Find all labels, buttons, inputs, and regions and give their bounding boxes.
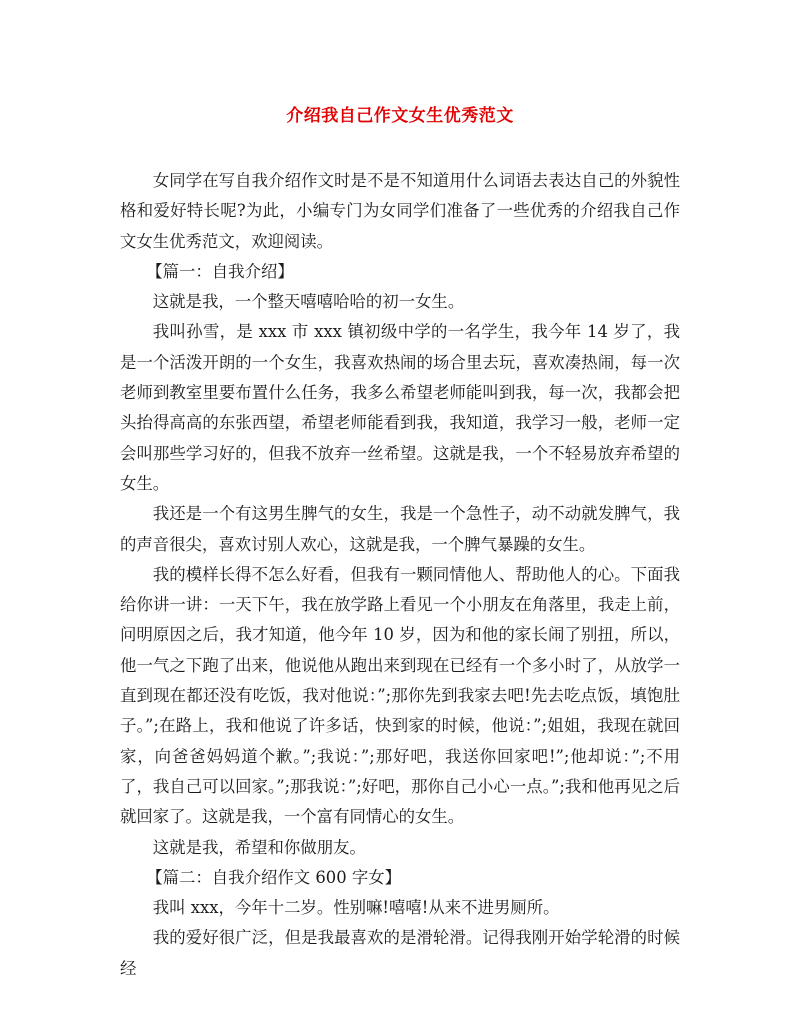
body-paragraph: 我叫 xxx，今年十二岁。性别嘛!嘻嘻!从来不进男厕所。 [152, 898, 560, 918]
body-paragraph: 我的模样长得不怎么好看，但我有一颗同情他人、帮助他人的心。下面我给你讲一讲：一天下午，我在放学路上看见一个小朋友在角落里，我走上前，问明原因之后，我才知道，他今年 10 岁，因为和他的家长闹了别扭，所以，他一气之下跑了出来，他说他从跑出来到现在已经有一个多小时了，从放学一直到现在都还没有吃饭，我对他说：”;那你先到我家去吧!先去吃点饭，填饱肚子。”;在路上，我和他说了许多话，快到家的时候，他说：”;姐姐，我现在就回家，向爸爸妈妈道个歉。”;我说：”;那好吧，我送你回家吧!”;他却说：”;不用了，我自己可以回家。”;那我说：”;好吧，那你自己小心一点。”;我和他再见之后就回家了。这就是我，一个富有同情心的女生。 [120, 564, 680, 827]
section-heading-2: 【篇二：自我介绍作文 600 字女】 [146, 867, 402, 887]
body-paragraph: 我还是一个有这男生脾气的女生，我是一个急性子，动不动就发脾气，我的声音很尖，喜欢讨别人欢心，这就是我，一个脾气暴躁的女生。 [120, 504, 680, 554]
body-paragraph: 我叫孙雪，是 xxx 市 xxx 镇初级中学的一名学生，我今年 14 岁了，我是一个活泼开朗的一个女生，我喜欢热闹的场合里去玩，喜欢凑热闹，每一次老师到教室里要布置什么任务，我多么希望老师能叫到我，每一次，我都会把头抬得高高的东张西望，希望老师能看到我，我知道，我学习一般，老师一定会叫那些学习好的，但我不放弃一丝希望。这就是我，一个不轻易放弃希望的女生。 [120, 322, 680, 493]
document-body [120, 166, 680, 984]
intro-paragraph: 女同学在写自我介绍作文时是不是不知道用什么词语去表达自己的外貌性格和爱好特长呢?为此，小编专门为女同学们准备了一些优秀的介绍我自己作文女生优秀范文，欢迎阅读。 [120, 171, 680, 251]
section-heading-1: 【篇一：自我介绍】 [146, 261, 294, 281]
body-paragraph: 这就是我，希望和你做朋友。 [152, 837, 366, 857]
body-paragraph: 我的爱好很广泛，但是我最喜欢的是滑轮滑。记得我刚开始学轮滑的时候经 [120, 928, 680, 978]
body-paragraph: 这就是我，一个整天嘻嘻哈哈的初一女生。 [152, 292, 465, 312]
document-title: 介绍我自己作文女生优秀范文 [286, 106, 514, 126]
